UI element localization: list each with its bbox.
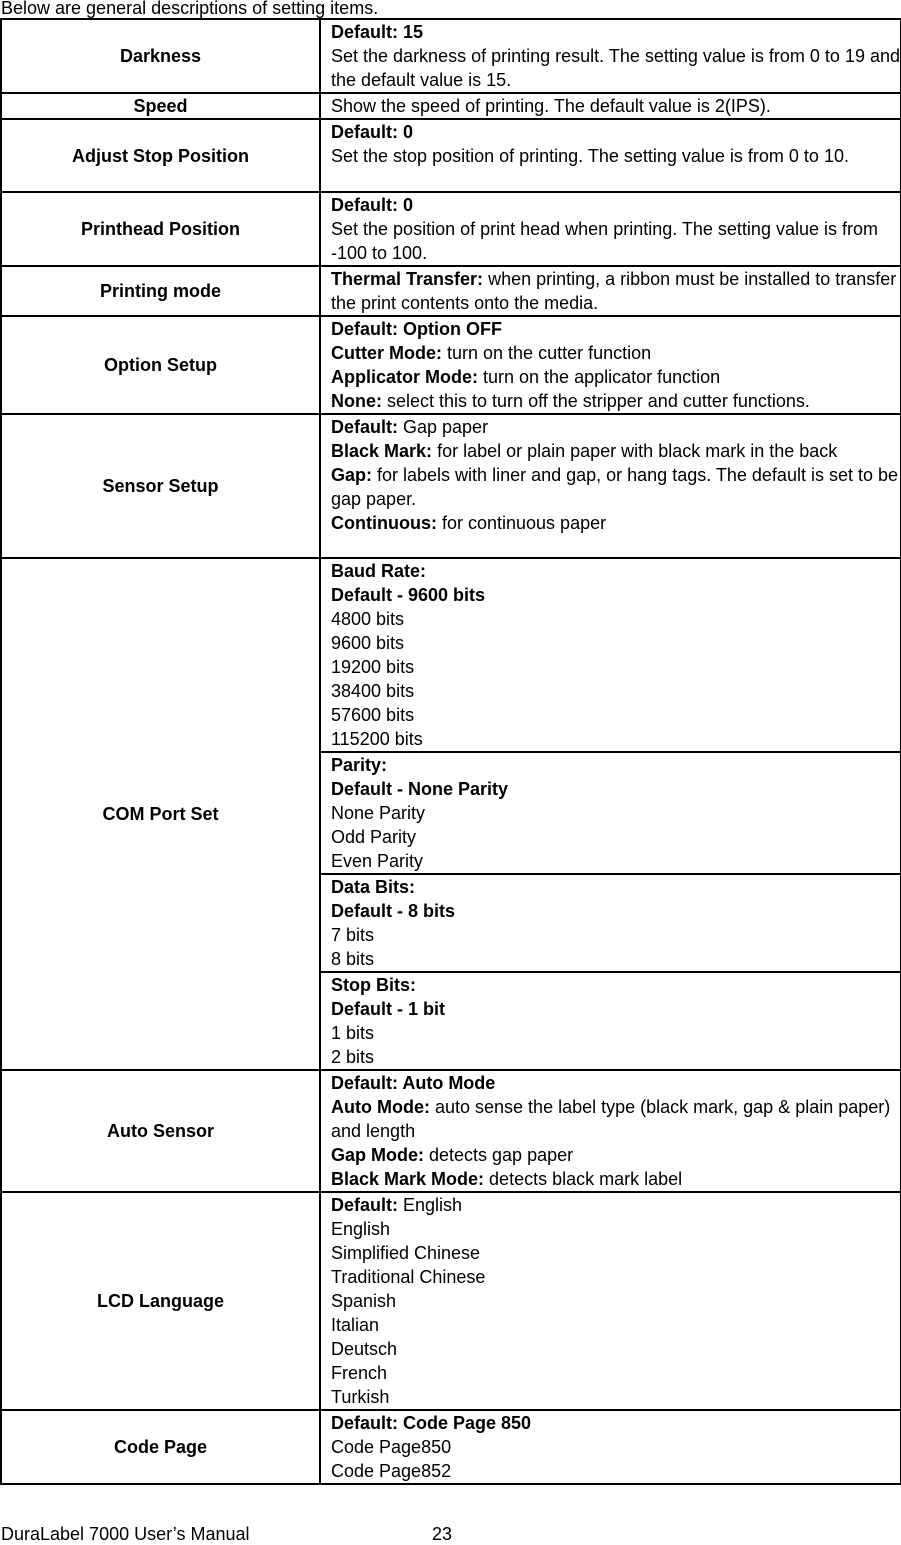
list-item: Simplified Chinese <box>331 1243 481 1263</box>
default-value: Default: 0 <box>331 122 414 142</box>
list-item: None Parity <box>331 803 426 823</box>
option-item <box>331 389 900 413</box>
sub-title: Data Bits: <box>331 877 416 897</box>
option-item <box>331 365 900 389</box>
list-item: Deutsch <box>331 1339 398 1359</box>
row-label-printhead: Printhead Position <box>1 192 320 266</box>
row-desc-speed <box>320 93 901 119</box>
description <box>331 269 896 313</box>
row-desc-auto-sensor <box>320 1070 901 1192</box>
list-item: 1 bits <box>331 1023 375 1043</box>
option-key: Auto Mode: <box>331 1097 430 1117</box>
manual-title: DuraLabel 7000 User’s Manual <box>1 1524 250 1544</box>
option-text: auto sense the label type (black mark, gap & plain paper) and length <box>331 1097 891 1141</box>
settings-table <box>0 18 901 1485</box>
default-value: Default: 15 <box>331 22 424 42</box>
list-item: 38400 bits <box>331 681 415 701</box>
default-value <box>331 415 900 439</box>
intro-text: Below are general descriptions of setting items. <box>1 0 379 18</box>
option-text: for label or plain paper with black mark in the back <box>432 441 838 461</box>
default-value: Default: Auto Mode <box>331 1073 496 1093</box>
description: Set the darkness of printing result. The setting value is from 0 to 19 and the default value is 15. <box>331 46 900 90</box>
list-item: French <box>331 1363 388 1383</box>
list-item: Odd Parity <box>331 827 417 847</box>
row-desc-printing-mode <box>320 266 901 316</box>
page-number: 23 <box>432 1524 453 1544</box>
list-item: 19200 bits <box>331 657 415 677</box>
row-desc-stop-bits <box>320 972 901 1070</box>
option-item <box>331 1095 900 1143</box>
option-text: select this to turn off the stripper and cutter functions. <box>382 391 810 411</box>
default-value: Default: 0 <box>331 195 414 215</box>
list-item: Spanish <box>331 1291 397 1311</box>
page-footer <box>0 1523 901 1545</box>
list-item: 57600 bits <box>331 705 415 725</box>
row-label-printing-mode: Printing mode <box>1 266 320 316</box>
row-desc-printhead <box>320 192 901 266</box>
option-key: Black Mark: <box>331 441 433 461</box>
table-row <box>1 1192 901 1410</box>
table-row <box>1 192 901 266</box>
option-text: for labels with liner and gap, or hang tags. The default is set to be gap paper. <box>331 465 899 509</box>
row-label-lcd-language: LCD Language <box>1 1192 320 1410</box>
sub-title: Baud Rate: <box>331 561 427 581</box>
row-label-speed: Speed <box>1 93 320 119</box>
option-text: turn on the applicator function <box>478 367 721 387</box>
list-item: Turkish <box>331 1387 390 1407</box>
default-value: Default - None Parity <box>331 779 509 799</box>
list-item: 9600 bits <box>331 633 405 653</box>
table-row <box>1 119 901 192</box>
row-desc-lcd-language <box>320 1192 901 1410</box>
row-desc-code-page <box>320 1410 901 1484</box>
row-desc-option-setup <box>320 316 901 414</box>
row-label-com-port: COM Port Set <box>1 558 320 1070</box>
table-row <box>1 266 901 316</box>
option-text: when printing, a ribbon must be installed to transfer the print contents onto the media. <box>331 269 897 313</box>
table-row <box>1 19 901 93</box>
list-item: 8 bits <box>331 949 375 969</box>
list-item: 115200 bits <box>331 729 423 749</box>
option-key: Black Mark Mode: <box>331 1169 485 1189</box>
table-row <box>1 558 901 752</box>
row-label-auto-sensor: Auto Sensor <box>1 1070 320 1192</box>
default-value <box>331 1193 900 1217</box>
list-item: 7 bits <box>331 925 375 945</box>
option-key: Default: <box>331 1195 398 1215</box>
list-item: Traditional Chinese <box>331 1267 486 1287</box>
default-value: Default - 8 bits <box>331 901 456 921</box>
row-label-sensor-setup: Sensor Setup <box>1 414 320 558</box>
option-text: for continuous paper <box>436 513 607 533</box>
list-item: 2 bits <box>331 1047 375 1067</box>
row-label-option-setup: Option Setup <box>1 316 320 414</box>
option-key: Default: <box>331 417 398 437</box>
option-item <box>331 463 900 511</box>
option-key: Applicator Mode: <box>331 367 478 387</box>
list-item: Code Page852 <box>331 1461 452 1481</box>
table-row <box>1 414 901 558</box>
sub-title: Stop Bits: <box>331 975 416 995</box>
row-desc-darkness <box>320 19 901 93</box>
default-value: Default - 9600 bits <box>331 585 486 605</box>
row-label-code-page: Code Page <box>1 1410 320 1484</box>
option-key: Thermal Transfer: <box>331 269 484 289</box>
option-item <box>331 439 900 463</box>
option-item <box>331 511 900 535</box>
list-item: 4800 bits <box>331 609 405 629</box>
list-item: Code Page850 <box>331 1437 452 1457</box>
default-value: Default: Code Page 850 <box>331 1413 532 1433</box>
option-key: Gap Mode: <box>331 1145 424 1165</box>
row-label-darkness: Darkness <box>1 19 320 93</box>
default-value: Default - 1 bit <box>331 999 446 1019</box>
list-item: Italian <box>331 1315 380 1335</box>
option-key: Gap: <box>331 465 373 485</box>
sub-title: Parity: <box>331 755 388 775</box>
row-desc-adjust-stop <box>320 119 901 192</box>
option-text: detects gap paper <box>424 1145 574 1165</box>
option-item <box>331 1167 900 1191</box>
option-key: Continuous: <box>331 513 437 533</box>
option-key: Cutter Mode: <box>331 343 442 363</box>
row-desc-sensor-setup <box>320 414 901 558</box>
option-text: Gap paper <box>398 417 489 437</box>
option-text: detects black mark label <box>484 1169 683 1189</box>
table-row <box>1 1070 901 1192</box>
default-value: Default: Option OFF <box>331 319 502 339</box>
table-row <box>1 316 901 414</box>
option-item <box>331 341 900 365</box>
option-item <box>331 1143 900 1167</box>
description: Set the stop position of printing. The setting value is from 0 to 10. <box>331 146 849 166</box>
list-item: English <box>331 1219 391 1239</box>
description: Set the position of print head when printing. The setting value is from -100 to 100. <box>331 219 878 263</box>
option-text: English <box>398 1195 463 1215</box>
row-desc-data-bits <box>320 874 901 972</box>
description: Show the speed of printing. The default value is 2(IPS). <box>331 96 771 116</box>
option-key: None: <box>331 391 382 411</box>
option-text: turn on the cutter function <box>442 343 652 363</box>
list-item: Even Parity <box>331 851 424 871</box>
table-row <box>1 93 901 119</box>
row-desc-parity <box>320 752 901 874</box>
row-desc-baud-rate <box>320 558 901 752</box>
table-row <box>1 1410 901 1484</box>
row-label-adjust-stop: Adjust Stop Position <box>1 119 320 192</box>
